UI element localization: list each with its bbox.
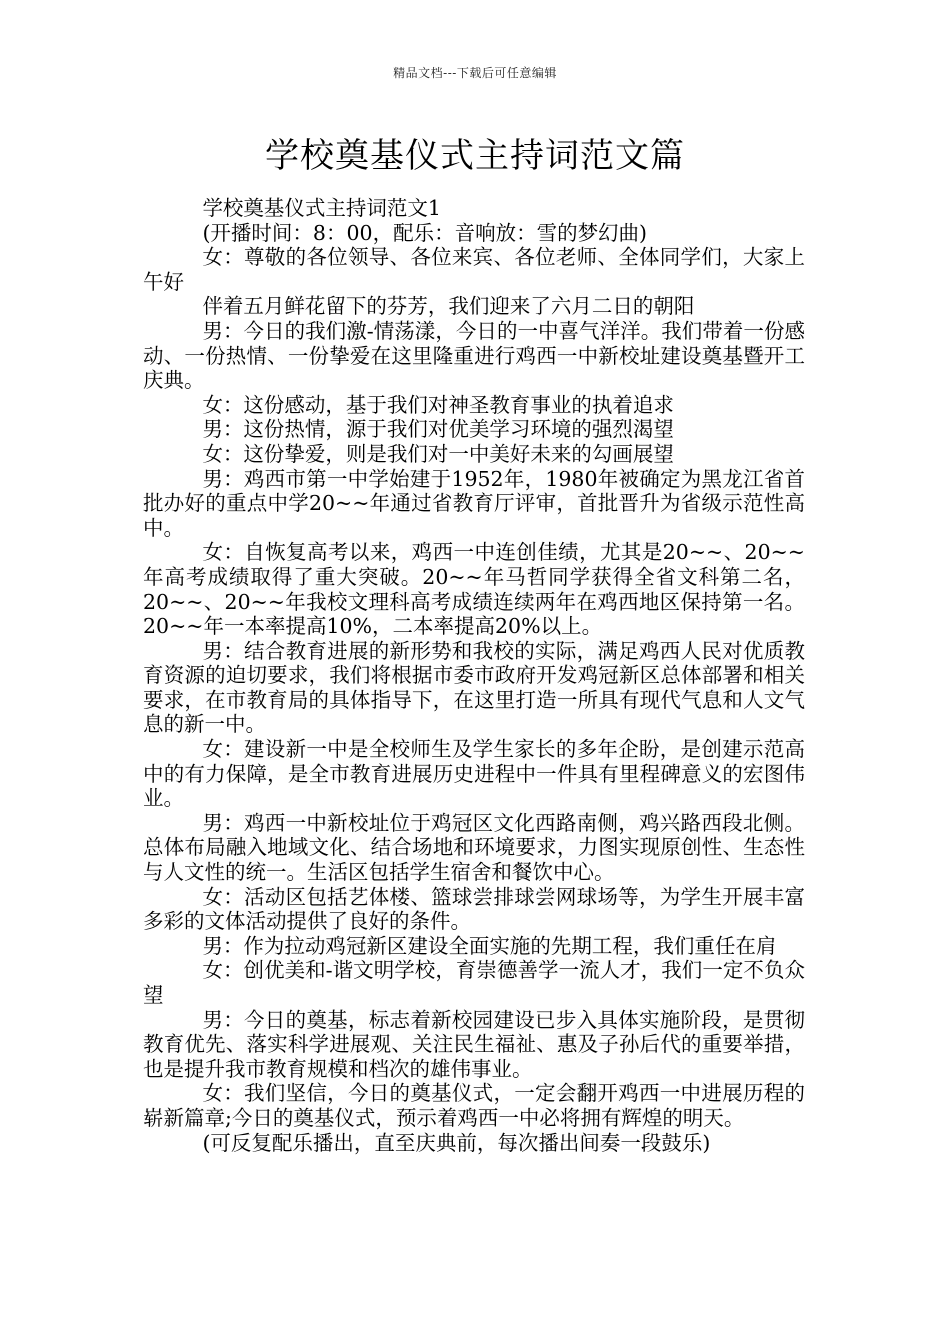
document-subtitle: 学校奠基仪式主持词范文1: [202, 196, 441, 220]
document-title: 学校奠基仪式主持词范文篇: [265, 136, 685, 176]
paragraph: 男：今日的我们激-情荡漾，今日的一中喜气洋洋。我们带着一份感动、一份热情、一份挚爱在这里隆重进行鸡西一中新校址建设奠基暨开工庆典。: [143, 318, 805, 393]
paragraph: 男：鸡西一中新校址位于鸡冠区文化西路南侧，鸡兴路西段北侧。总体布局融入地域文化、结合场地和环境要求，力图实现原创性、生态性与人文性的统一。生活区包括学生宿舍和餐饮中心。: [143, 810, 805, 885]
paragraph: (开播时间：8：00，配乐：音响放：雪的梦幻曲): [202, 220, 648, 245]
paragraph: 男：结合教育进展的新形势和我校的实际，满足鸡西人民对优质教育资源的迫切要求，我们将根据市委市政府开发鸡冠新区总体部署和相关要求，在市教育局的具体指导下，在这里打造一所具有现代气息和人文气息的新一中。: [143, 638, 805, 737]
document-body: [143, 196, 805, 1155]
paragraph: 女：我们坚信，今日的奠基仪式，一定会翻开鸡西一中进展历程的崭新篇章;今日的奠基仪式，预示着鸡西一中必将拥有辉煌的明天。: [143, 1081, 805, 1130]
page-header-watermark: 精品文档---下载后可任意编辑: [393, 66, 557, 80]
paragraph: 女：自恢复高考以来，鸡西一中连创佳绩，尤其是20~~、20~~年高考成绩取得了重大突破。20~~年马哲同学获得全省文科第二名，20~~、20~~年我校文理科高考成绩连续两年在鸡西地区保持第一名。20~~年一本率提高10%，二本率提高20%以上。: [143, 540, 805, 639]
paragraph: (可反复配乐播出，直至庆典前，每次播出间奏一段鼓乐): [202, 1130, 711, 1155]
paragraph: 女：创优美和-谐文明学校，育崇德善学一流人才，我们一定不负众望: [143, 958, 805, 1007]
paragraph: 男：今日的奠基，标志着新校园建设已步入具体实施阶段，是贯彻教育优先、落实科学进展观、关注民生福祉、惠及子孙后代的重要举措，也是提升我市教育规模和档次的雄伟事业。: [143, 1007, 805, 1081]
paragraph: 女：这份感动，基于我们对神圣教育事业的执着追求: [202, 392, 674, 417]
paragraph: 女：活动区包括艺体楼、篮球尝排球尝网球场等，为学生开展丰富多彩的文体活动提供了良好的条件。: [143, 884, 805, 934]
paragraph: 伴着五月鲜花留下的芬芳，我们迎来了六月二日的朝阳: [202, 294, 695, 319]
paragraph: 男：这份热情，源于我们对优美学习环境的强烈渴望: [202, 417, 674, 442]
paragraph: 女：建设新一中是全校师生及学生家长的多年企盼，是创建示范高中的有力保障，是全市教育进展历史进程中一件具有里程碑意义的宏图伟业。: [143, 737, 805, 811]
paragraph: 男：作为拉动鸡冠新区建设全面实施的先期工程，我们重任在肩: [202, 933, 777, 958]
paragraph: 男：鸡西市第一中学始建于1952年，1980年被确定为黑龙江省首批办好的重点中学20~~年通过省教育厅评审，首批晋升为省级示范性高中。: [143, 466, 805, 540]
paragraph: 女：这份挚爱，则是我们对一中美好未来的勾画展望: [202, 441, 674, 466]
paragraph: 女：尊敬的各位领导、各位来宾、各位老师、全体同学们，大家上午好: [143, 245, 805, 294]
